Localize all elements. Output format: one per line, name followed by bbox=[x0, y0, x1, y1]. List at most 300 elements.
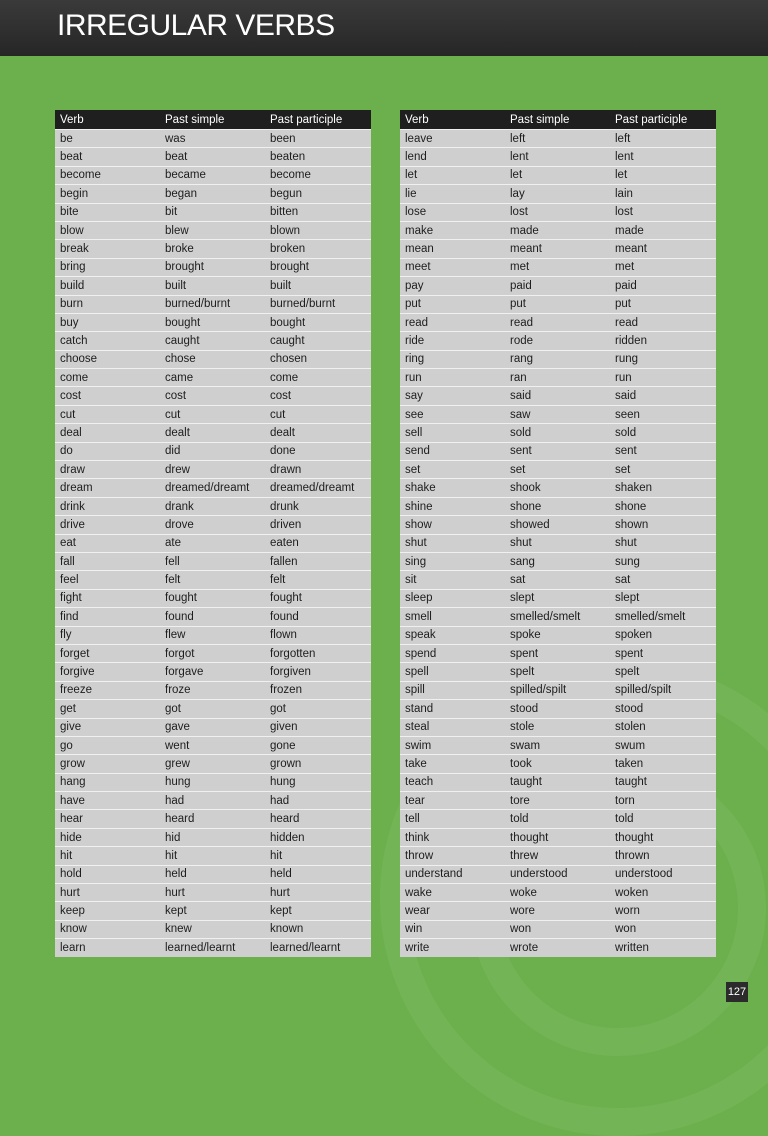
past-simple-cell: meant bbox=[505, 240, 610, 258]
past-participle-cell: thrown bbox=[610, 847, 716, 865]
past-participle-cell: written bbox=[610, 939, 716, 957]
verb-cell: fall bbox=[55, 552, 160, 570]
verb-cell: shine bbox=[400, 497, 505, 515]
verb-cell: keep bbox=[55, 902, 160, 920]
verb-cell: know bbox=[55, 920, 160, 938]
column-header-past-simple: Past simple bbox=[505, 110, 610, 130]
page-number: 127 bbox=[726, 982, 748, 1002]
verb-cell: come bbox=[55, 369, 160, 387]
past-participle-cell: spoken bbox=[610, 626, 716, 644]
past-participle-cell: fallen bbox=[265, 552, 371, 570]
verb-cell: hit bbox=[55, 847, 160, 865]
past-participle-cell: hung bbox=[265, 773, 371, 791]
verbs-table-left bbox=[55, 110, 371, 957]
past-simple-cell: brought bbox=[160, 258, 265, 276]
table-row bbox=[400, 497, 716, 515]
verb-cell: stand bbox=[400, 700, 505, 718]
past-simple-cell: learned/learnt bbox=[160, 939, 265, 957]
verb-cell: leave bbox=[400, 130, 505, 148]
verb-cell: ride bbox=[400, 332, 505, 350]
table-row bbox=[55, 718, 371, 736]
past-simple-cell: hit bbox=[160, 847, 265, 865]
verb-cell: mean bbox=[400, 240, 505, 258]
past-simple-cell: felt bbox=[160, 571, 265, 589]
past-simple-cell: forgave bbox=[160, 663, 265, 681]
past-participle-cell: become bbox=[265, 166, 371, 184]
table-header-row bbox=[400, 110, 716, 130]
past-participle-cell: spilled/spilt bbox=[610, 681, 716, 699]
past-participle-cell: drunk bbox=[265, 497, 371, 515]
past-participle-cell: beaten bbox=[265, 148, 371, 166]
verb-cell: make bbox=[400, 221, 505, 239]
past-participle-cell: sold bbox=[610, 424, 716, 442]
past-participle-cell: known bbox=[265, 920, 371, 938]
verb-cell: eat bbox=[55, 534, 160, 552]
past-simple-cell: set bbox=[505, 461, 610, 479]
past-simple-cell: broke bbox=[160, 240, 265, 258]
verb-cell: forgive bbox=[55, 663, 160, 681]
verb-cell: grow bbox=[55, 755, 160, 773]
table-row bbox=[55, 185, 371, 203]
table-row bbox=[400, 277, 716, 295]
table-row bbox=[55, 847, 371, 865]
table-row bbox=[400, 185, 716, 203]
table-row bbox=[55, 166, 371, 184]
verb-cell: dream bbox=[55, 479, 160, 497]
table-row bbox=[55, 792, 371, 810]
verb-cell: hear bbox=[55, 810, 160, 828]
past-participle-cell: dreamed/dreamt bbox=[265, 479, 371, 497]
past-simple-cell: fell bbox=[160, 552, 265, 570]
past-participle-cell: hit bbox=[265, 847, 371, 865]
table-row bbox=[400, 424, 716, 442]
verb-cell: speak bbox=[400, 626, 505, 644]
table-row bbox=[55, 369, 371, 387]
past-participle-cell: begun bbox=[265, 185, 371, 203]
verb-cell: sit bbox=[400, 571, 505, 589]
table-row bbox=[55, 755, 371, 773]
verb-cell: sleep bbox=[400, 589, 505, 607]
past-simple-cell: was bbox=[160, 130, 265, 148]
column-header-past-participle: Past participle bbox=[265, 110, 371, 130]
table-row bbox=[400, 884, 716, 902]
table-row bbox=[55, 700, 371, 718]
past-participle-cell: seen bbox=[610, 405, 716, 423]
past-participle-cell: won bbox=[610, 920, 716, 938]
table-row bbox=[55, 552, 371, 570]
verb-cell: throw bbox=[400, 847, 505, 865]
past-simple-cell: got bbox=[160, 700, 265, 718]
table-row bbox=[55, 424, 371, 442]
table-row bbox=[55, 681, 371, 699]
table-row bbox=[55, 644, 371, 662]
verb-cell: spell bbox=[400, 663, 505, 681]
past-simple-cell: burned/burnt bbox=[160, 295, 265, 313]
title-bar bbox=[0, 0, 768, 56]
past-simple-cell: chose bbox=[160, 350, 265, 368]
table-row bbox=[55, 313, 371, 331]
past-simple-cell: won bbox=[505, 920, 610, 938]
past-participle-cell: spent bbox=[610, 644, 716, 662]
past-participle-cell: dealt bbox=[265, 424, 371, 442]
past-participle-cell: taken bbox=[610, 755, 716, 773]
verb-cell: hurt bbox=[55, 884, 160, 902]
table-row bbox=[400, 516, 716, 534]
past-simple-cell: beat bbox=[160, 148, 265, 166]
table-row bbox=[55, 148, 371, 166]
verb-cell: understand bbox=[400, 865, 505, 883]
past-participle-cell: hurt bbox=[265, 884, 371, 902]
table-row bbox=[55, 884, 371, 902]
table-row bbox=[400, 626, 716, 644]
past-participle-cell: gone bbox=[265, 736, 371, 754]
verb-cell: wake bbox=[400, 884, 505, 902]
past-participle-cell: lost bbox=[610, 203, 716, 221]
past-participle-cell: kept bbox=[265, 902, 371, 920]
verb-cell: give bbox=[55, 718, 160, 736]
past-simple-cell: flew bbox=[160, 626, 265, 644]
verb-cell: smell bbox=[400, 608, 505, 626]
table-row bbox=[400, 810, 716, 828]
past-participle-cell: built bbox=[265, 277, 371, 295]
table-row bbox=[400, 773, 716, 791]
verb-cell: set bbox=[400, 461, 505, 479]
past-simple-cell: found bbox=[160, 608, 265, 626]
table-row bbox=[55, 939, 371, 957]
past-simple-cell: said bbox=[505, 387, 610, 405]
verbs-table-right bbox=[400, 110, 716, 957]
past-participle-cell: caught bbox=[265, 332, 371, 350]
table-row bbox=[55, 571, 371, 589]
table-row bbox=[55, 442, 371, 460]
past-participle-cell: got bbox=[265, 700, 371, 718]
past-participle-cell: smelled/smelt bbox=[610, 608, 716, 626]
past-simple-cell: built bbox=[160, 277, 265, 295]
past-simple-cell: woke bbox=[505, 884, 610, 902]
table-row bbox=[400, 792, 716, 810]
table-row bbox=[55, 277, 371, 295]
verb-cell: burn bbox=[55, 295, 160, 313]
past-participle-cell: fought bbox=[265, 589, 371, 607]
past-simple-cell: forgot bbox=[160, 644, 265, 662]
table-row bbox=[400, 681, 716, 699]
verb-cell: sell bbox=[400, 424, 505, 442]
table-row bbox=[400, 663, 716, 681]
table-row bbox=[55, 663, 371, 681]
past-participle-cell: forgotten bbox=[265, 644, 371, 662]
past-simple-cell: wore bbox=[505, 902, 610, 920]
verb-cell: choose bbox=[55, 350, 160, 368]
table-row bbox=[400, 240, 716, 258]
past-participle-cell: broken bbox=[265, 240, 371, 258]
past-participle-cell: run bbox=[610, 369, 716, 387]
verb-cell: blow bbox=[55, 221, 160, 239]
past-simple-cell: threw bbox=[505, 847, 610, 865]
past-simple-cell: ran bbox=[505, 369, 610, 387]
verb-cell: swim bbox=[400, 736, 505, 754]
past-participle-cell: told bbox=[610, 810, 716, 828]
table-row bbox=[400, 939, 716, 957]
past-simple-cell: lost bbox=[505, 203, 610, 221]
verb-cell: meet bbox=[400, 258, 505, 276]
past-participle-cell: found bbox=[265, 608, 371, 626]
past-simple-cell: hid bbox=[160, 828, 265, 846]
table-row bbox=[400, 534, 716, 552]
table-row bbox=[400, 755, 716, 773]
verb-cell: think bbox=[400, 828, 505, 846]
past-participle-cell: frozen bbox=[265, 681, 371, 699]
past-simple-cell: wrote bbox=[505, 939, 610, 957]
past-participle-cell: taught bbox=[610, 773, 716, 791]
past-simple-cell: stood bbox=[505, 700, 610, 718]
past-participle-cell: shut bbox=[610, 534, 716, 552]
table-row bbox=[55, 479, 371, 497]
past-simple-cell: sold bbox=[505, 424, 610, 442]
table-row bbox=[400, 571, 716, 589]
verb-cell: take bbox=[400, 755, 505, 773]
table-row bbox=[55, 258, 371, 276]
past-simple-cell: spilled/spilt bbox=[505, 681, 610, 699]
past-simple-cell: tore bbox=[505, 792, 610, 810]
verb-cell: win bbox=[400, 920, 505, 938]
past-simple-cell: began bbox=[160, 185, 265, 203]
table-row bbox=[400, 148, 716, 166]
table-row bbox=[55, 221, 371, 239]
past-participle-cell: been bbox=[265, 130, 371, 148]
column-header-verb: Verb bbox=[400, 110, 505, 130]
table-row bbox=[400, 902, 716, 920]
past-simple-cell: fought bbox=[160, 589, 265, 607]
past-simple-cell: cut bbox=[160, 405, 265, 423]
verb-cell: learn bbox=[55, 939, 160, 957]
past-simple-cell: drove bbox=[160, 516, 265, 534]
table-row bbox=[55, 920, 371, 938]
verb-cell: fly bbox=[55, 626, 160, 644]
past-simple-cell: became bbox=[160, 166, 265, 184]
table-row bbox=[55, 865, 371, 883]
table-row bbox=[55, 497, 371, 515]
verb-cell: go bbox=[55, 736, 160, 754]
past-participle-cell: grown bbox=[265, 755, 371, 773]
verb-cell: deal bbox=[55, 424, 160, 442]
past-simple-cell: sang bbox=[505, 552, 610, 570]
verb-cell: write bbox=[400, 939, 505, 957]
verb-cell: spill bbox=[400, 681, 505, 699]
past-participle-cell: made bbox=[610, 221, 716, 239]
past-simple-cell: thought bbox=[505, 828, 610, 846]
past-simple-cell: held bbox=[160, 865, 265, 883]
past-participle-cell: stood bbox=[610, 700, 716, 718]
verb-cell: find bbox=[55, 608, 160, 626]
table-row bbox=[400, 552, 716, 570]
past-participle-cell: left bbox=[610, 130, 716, 148]
past-simple-cell: rode bbox=[505, 332, 610, 350]
verb-cell: hide bbox=[55, 828, 160, 846]
past-participle-cell: brought bbox=[265, 258, 371, 276]
table-row bbox=[400, 203, 716, 221]
past-participle-cell: shown bbox=[610, 516, 716, 534]
page-title: IRREGULAR VERBS bbox=[57, 9, 335, 42]
past-simple-cell: saw bbox=[505, 405, 610, 423]
past-simple-cell: knew bbox=[160, 920, 265, 938]
past-participle-cell: bought bbox=[265, 313, 371, 331]
past-participle-cell: held bbox=[265, 865, 371, 883]
past-simple-cell: took bbox=[505, 755, 610, 773]
verb-cell: build bbox=[55, 277, 160, 295]
verb-cell: run bbox=[400, 369, 505, 387]
table-row bbox=[400, 736, 716, 754]
past-participle-cell: blown bbox=[265, 221, 371, 239]
verb-cell: send bbox=[400, 442, 505, 460]
table-row bbox=[400, 644, 716, 662]
past-participle-cell: had bbox=[265, 792, 371, 810]
table-row bbox=[400, 387, 716, 405]
past-participle-cell: flown bbox=[265, 626, 371, 644]
past-participle-cell: lain bbox=[610, 185, 716, 203]
verb-cell: show bbox=[400, 516, 505, 534]
past-participle-cell: thought bbox=[610, 828, 716, 846]
past-simple-cell: put bbox=[505, 295, 610, 313]
table-row bbox=[55, 240, 371, 258]
past-simple-cell: kept bbox=[160, 902, 265, 920]
past-simple-cell: gave bbox=[160, 718, 265, 736]
past-participle-cell: forgiven bbox=[265, 663, 371, 681]
past-simple-cell: left bbox=[505, 130, 610, 148]
table-row bbox=[400, 865, 716, 883]
table-row bbox=[400, 700, 716, 718]
past-participle-cell: ridden bbox=[610, 332, 716, 350]
past-simple-cell: froze bbox=[160, 681, 265, 699]
past-simple-cell: made bbox=[505, 221, 610, 239]
verb-cell: shake bbox=[400, 479, 505, 497]
column-header-verb: Verb bbox=[55, 110, 160, 130]
verb-cell: say bbox=[400, 387, 505, 405]
past-participle-cell: shaken bbox=[610, 479, 716, 497]
table-row bbox=[400, 847, 716, 865]
table-row bbox=[55, 387, 371, 405]
verb-cell: see bbox=[400, 405, 505, 423]
past-simple-cell: smelled/smelt bbox=[505, 608, 610, 626]
past-simple-cell: cost bbox=[160, 387, 265, 405]
table-row bbox=[400, 332, 716, 350]
past-simple-cell: met bbox=[505, 258, 610, 276]
past-simple-cell: rang bbox=[505, 350, 610, 368]
past-participle-cell: set bbox=[610, 461, 716, 479]
table-row bbox=[55, 516, 371, 534]
past-participle-cell: put bbox=[610, 295, 716, 313]
past-simple-cell: lay bbox=[505, 185, 610, 203]
verb-cell: cut bbox=[55, 405, 160, 423]
past-simple-cell: heard bbox=[160, 810, 265, 828]
past-participle-cell: spelt bbox=[610, 663, 716, 681]
verb-cell: bite bbox=[55, 203, 160, 221]
table-row bbox=[55, 773, 371, 791]
past-participle-cell: drawn bbox=[265, 461, 371, 479]
past-simple-cell: went bbox=[160, 736, 265, 754]
column-header-past-participle: Past participle bbox=[610, 110, 716, 130]
past-simple-cell: spent bbox=[505, 644, 610, 662]
past-simple-cell: hung bbox=[160, 773, 265, 791]
table-row bbox=[55, 350, 371, 368]
table-row bbox=[400, 313, 716, 331]
verb-cell: draw bbox=[55, 461, 160, 479]
past-simple-cell: spelt bbox=[505, 663, 610, 681]
past-participle-cell: cost bbox=[265, 387, 371, 405]
table-row bbox=[400, 130, 716, 148]
past-participle-cell: bitten bbox=[265, 203, 371, 221]
past-participle-cell: sent bbox=[610, 442, 716, 460]
past-simple-cell: drank bbox=[160, 497, 265, 515]
past-participle-cell: felt bbox=[265, 571, 371, 589]
past-participle-cell: eaten bbox=[265, 534, 371, 552]
table-row bbox=[400, 718, 716, 736]
past-participle-cell: done bbox=[265, 442, 371, 460]
verb-cell: have bbox=[55, 792, 160, 810]
table-row bbox=[55, 828, 371, 846]
verb-cell: drink bbox=[55, 497, 160, 515]
past-participle-cell: given bbox=[265, 718, 371, 736]
table-row bbox=[55, 810, 371, 828]
verb-cell: bring bbox=[55, 258, 160, 276]
table-row bbox=[55, 736, 371, 754]
past-participle-cell: let bbox=[610, 166, 716, 184]
verb-cell: tell bbox=[400, 810, 505, 828]
table-row bbox=[55, 461, 371, 479]
verb-cell: lose bbox=[400, 203, 505, 221]
verb-cell: feel bbox=[55, 571, 160, 589]
table-row bbox=[400, 369, 716, 387]
verb-cell: get bbox=[55, 700, 160, 718]
table-row bbox=[55, 130, 371, 148]
past-simple-cell: taught bbox=[505, 773, 610, 791]
verb-cell: shut bbox=[400, 534, 505, 552]
verb-cell: fight bbox=[55, 589, 160, 607]
past-simple-cell: dreamed/dreamt bbox=[160, 479, 265, 497]
table-row bbox=[400, 350, 716, 368]
table-row bbox=[55, 589, 371, 607]
table-row bbox=[55, 626, 371, 644]
table-row bbox=[55, 534, 371, 552]
past-participle-cell: learned/learnt bbox=[265, 939, 371, 957]
past-simple-cell: bit bbox=[160, 203, 265, 221]
verb-cell: tear bbox=[400, 792, 505, 810]
past-participle-cell: heard bbox=[265, 810, 371, 828]
past-participle-cell: torn bbox=[610, 792, 716, 810]
past-participle-cell: stolen bbox=[610, 718, 716, 736]
past-participle-cell: woken bbox=[610, 884, 716, 902]
verb-cell: freeze bbox=[55, 681, 160, 699]
verb-cell: buy bbox=[55, 313, 160, 331]
verb-cell: forget bbox=[55, 644, 160, 662]
table-row bbox=[400, 828, 716, 846]
past-simple-cell: sat bbox=[505, 571, 610, 589]
past-participle-cell: swum bbox=[610, 736, 716, 754]
verb-cell: sing bbox=[400, 552, 505, 570]
past-simple-cell: shook bbox=[505, 479, 610, 497]
past-participle-cell: meant bbox=[610, 240, 716, 258]
verb-cell: catch bbox=[55, 332, 160, 350]
table-row bbox=[400, 461, 716, 479]
table-row bbox=[400, 479, 716, 497]
past-simple-cell: ate bbox=[160, 534, 265, 552]
verb-cell: put bbox=[400, 295, 505, 313]
past-simple-cell: spoke bbox=[505, 626, 610, 644]
past-simple-cell: had bbox=[160, 792, 265, 810]
table-row bbox=[400, 166, 716, 184]
past-simple-cell: hurt bbox=[160, 884, 265, 902]
verb-cell: cost bbox=[55, 387, 160, 405]
past-simple-cell: stole bbox=[505, 718, 610, 736]
